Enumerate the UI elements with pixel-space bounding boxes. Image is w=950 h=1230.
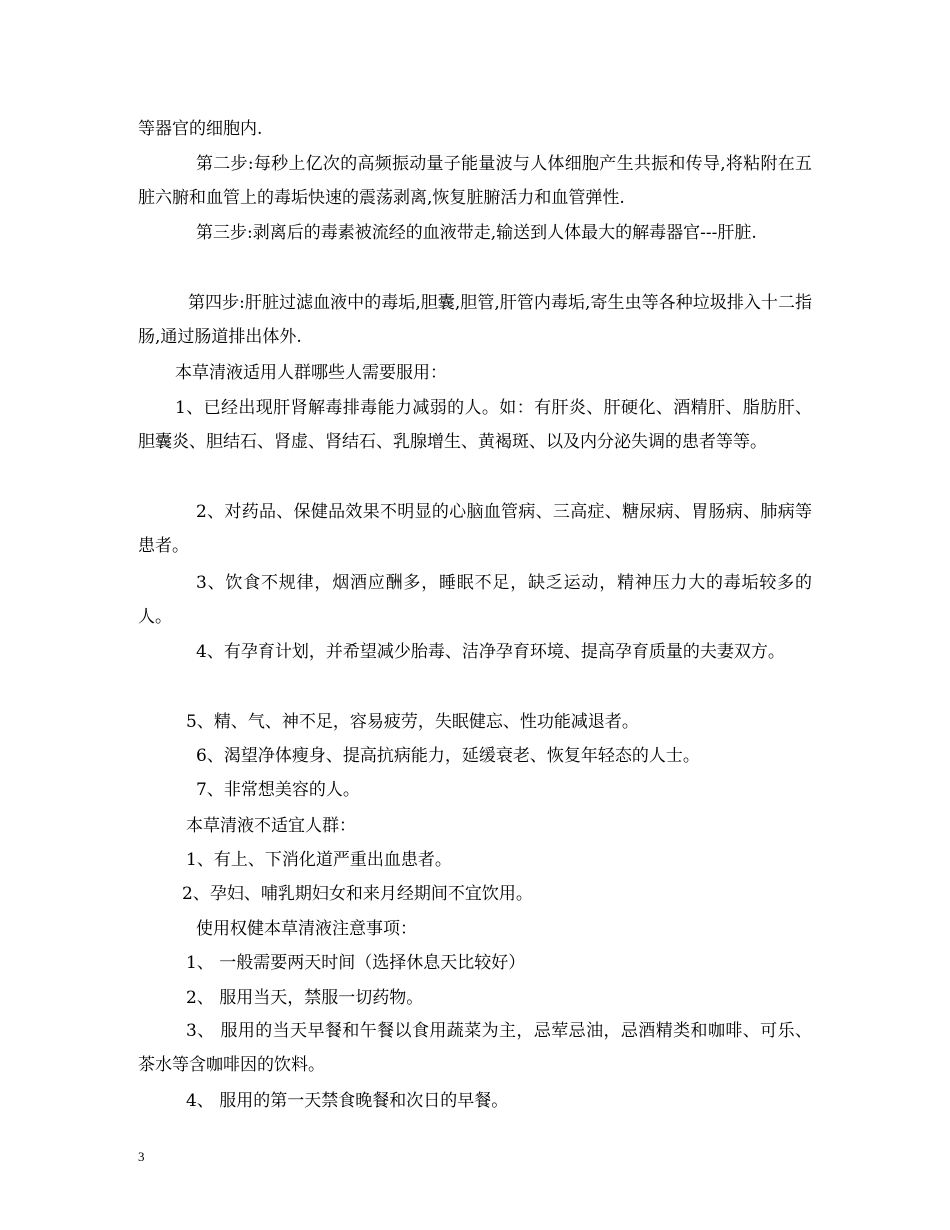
paragraph-step-3: 第三步:剥离后的毒素被流经的血液带走,输送到人体最大的解毒器官---肝脏. [196, 223, 757, 243]
heading-usage-notes: 使用权健本草清液注意事项： [196, 919, 417, 939]
list-item-suitable-2: 2、对药品、保健品效果不明显的心脑血管病、三高症、糖尿病、胃肠病、肺病等患者。 [138, 502, 812, 556]
paragraph-step-2: 第二步:每秒上亿次的高频振动量子能量波与人体细胞产生共振和传导,将粘附在五脏六腑和血管上的毒垢快速的震荡剥离,恢复脏腑活力和血管弹性. [138, 154, 812, 208]
paragraph-step-4: 第四步:肝脏过滤血液中的毒垢,胆囊,胆管,肝管内毒垢,寄生虫等各种垃圾排入十二指肠,通过肠道排出体外. [138, 293, 812, 347]
list-item-suitable-7: 7、非常想美容的人。 [196, 780, 360, 800]
paragraph-continuation: 等器官的细胞内. [138, 119, 263, 139]
heading-unsuitable-groups: 本草清液不适宜人群： [186, 816, 356, 836]
list-item-suitable-3: 3、饮食不规律，烟酒应酬多，睡眠不足，缺乏运动，精神压力大的毒垢较多的人。 [138, 573, 812, 627]
list-item-suitable-4: 4、有孕育计划，并希望减少胎毒、洁净孕育环境、提高孕育质量的夫妻双方。 [196, 642, 785, 662]
list-item-notes-2: 2、 服用当天，禁服一切药物。 [186, 988, 424, 1008]
list-item-notes-3: 3、 服用的当天早餐和午餐以食用蔬菜为主，忌荤忌油，忌酒精类和咖啡、可乐、茶水等含咖啡因的饮料。 [138, 1021, 812, 1075]
list-item-unsuitable-1: 1、有上、下消化道严重出血患者。 [186, 850, 452, 870]
heading-suitable-groups: 本草清液适用人群哪些人需要服用： [175, 363, 447, 383]
page-number: 3 [138, 1149, 145, 1164]
list-item-suitable-5: 5、精、气、神不足，容易疲劳，失眠健忘、性功能减退者。 [186, 712, 639, 732]
list-item-unsuitable-2: 2、孕妇、哺乳期妇女和来月经期间不宜饮用。 [182, 884, 533, 904]
list-item-suitable-6: 6、渴望净体瘦身、提高抗病能力，延缓衰老、恢复年轻态的人士。 [196, 746, 700, 766]
list-item-suitable-1: 1、已经出现肝肾解毒排毒能力减弱的人。如：有肝炎、肝硬化、酒精肝、脂肪肝、胆囊炎、胆结石、肾虚、肾结石、乳腺增生、黄褐斑、以及内分泌失调的患者等等。 [138, 398, 812, 452]
list-item-notes-4: 4、 服用的第一天禁食晚餐和次日的早餐。 [186, 1091, 509, 1111]
list-item-notes-1: 1、 一般需要两天时间（选择休息天比较好） [186, 953, 526, 973]
